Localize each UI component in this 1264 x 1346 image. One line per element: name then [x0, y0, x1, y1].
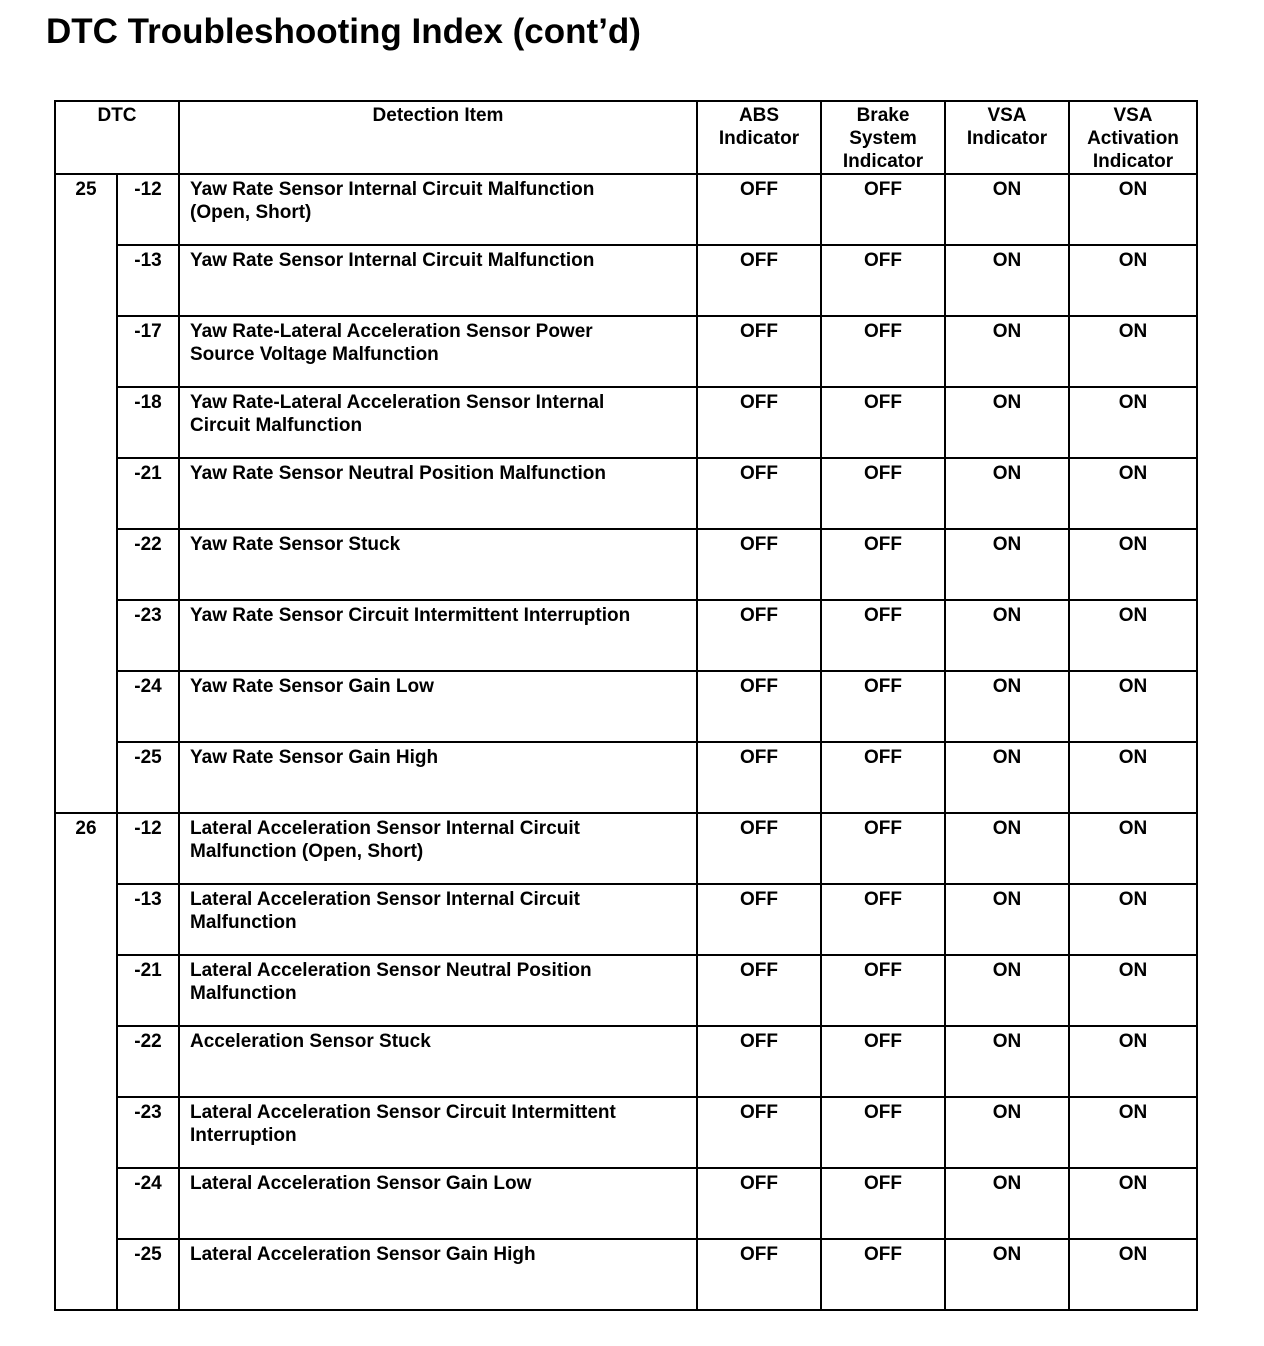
detection-item — [179, 245, 697, 316]
vsa-indicator-value: ON — [945, 742, 1069, 813]
detection-item-line: Malfunction — [190, 983, 297, 1004]
dtc-sub-code: -24 — [117, 1168, 179, 1239]
table-row — [55, 742, 1197, 813]
dtc-sub-code: -12 — [117, 174, 179, 245]
abs-indicator-value: OFF — [697, 813, 821, 884]
vsa-indicator-value: ON — [945, 1026, 1069, 1097]
detection-item-line: Malfunction — [190, 912, 297, 933]
abs-indicator-value: OFF — [697, 387, 821, 458]
header-brake-line: Indicator — [842, 151, 924, 172]
vsa-indicator-value: ON — [945, 1097, 1069, 1168]
detection-item — [179, 955, 697, 1026]
brake-indicator-value: OFF — [821, 529, 945, 600]
header-vsa-act-line: VSA — [1113, 105, 1153, 126]
vsa-activation-indicator-value: ON — [1069, 1026, 1197, 1097]
abs-indicator-value: OFF — [697, 316, 821, 387]
table-row — [55, 316, 1197, 387]
detection-item — [179, 1097, 697, 1168]
detection-item — [179, 1168, 697, 1239]
vsa-activation-indicator-value: ON — [1069, 884, 1197, 955]
dtc-table — [54, 100, 1198, 1311]
header-brake-system-indicator — [821, 101, 945, 174]
table-row — [55, 387, 1197, 458]
vsa-activation-indicator-value: ON — [1069, 1097, 1197, 1168]
brake-indicator-value: OFF — [821, 1168, 945, 1239]
table-row — [55, 529, 1197, 600]
dtc-sub-code: -22 — [117, 529, 179, 600]
table-row — [55, 600, 1197, 671]
detection-item-line: Lateral Acceleration Sensor Internal Circuit — [190, 818, 580, 839]
header-row — [55, 101, 1197, 174]
header-vsa-line: VSA — [987, 105, 1027, 126]
dtc-sub-code: -25 — [117, 1239, 179, 1310]
vsa-activation-indicator-value: ON — [1069, 1168, 1197, 1239]
vsa-indicator-value: ON — [945, 813, 1069, 884]
detection-item-line: Lateral Acceleration Sensor Gain Low — [190, 1173, 532, 1194]
brake-indicator-value: OFF — [821, 1239, 945, 1310]
detection-item — [179, 458, 697, 529]
dtc-sub-code: -23 — [117, 600, 179, 671]
vsa-indicator-value: ON — [945, 1168, 1069, 1239]
brake-indicator-value: OFF — [821, 1026, 945, 1097]
detection-item-line: Lateral Acceleration Sensor Gain High — [190, 1244, 536, 1265]
detection-item — [179, 1026, 697, 1097]
vsa-indicator-value: ON — [945, 671, 1069, 742]
abs-indicator-value: OFF — [697, 955, 821, 1026]
dtc-sub-code: -23 — [117, 1097, 179, 1168]
vsa-activation-indicator-value: ON — [1069, 742, 1197, 813]
header-brake-line: Brake — [856, 105, 910, 126]
detection-item-line: Interruption — [190, 1125, 297, 1146]
header-dtc: DTC — [55, 101, 179, 174]
table-row — [55, 884, 1197, 955]
table-row — [55, 1239, 1197, 1310]
detection-item-line: Yaw Rate Sensor Internal Circuit Malfunction — [190, 179, 595, 200]
table-row — [55, 458, 1197, 529]
page-title: DTC Troubleshooting Index (cont’d) — [46, 12, 641, 51]
header-vsa-indicator — [945, 101, 1069, 174]
dtc-sub-code: -22 — [117, 1026, 179, 1097]
vsa-activation-indicator-value: ON — [1069, 955, 1197, 1026]
table-row — [55, 245, 1197, 316]
brake-indicator-value: OFF — [821, 955, 945, 1026]
detection-item-line: Yaw Rate-Lateral Acceleration Sensor Internal — [190, 392, 605, 413]
vsa-indicator-value: ON — [945, 174, 1069, 245]
brake-indicator-value: OFF — [821, 174, 945, 245]
vsa-indicator-value: ON — [945, 600, 1069, 671]
detection-item-line: Yaw Rate Sensor Neutral Position Malfunction — [190, 463, 606, 484]
table-row — [55, 1097, 1197, 1168]
detection-item — [179, 174, 697, 245]
header-detection-item: Detection Item — [179, 101, 697, 174]
detection-item-line: Yaw Rate-Lateral Acceleration Sensor Power — [190, 321, 593, 342]
dtc-main-code: 26 — [55, 813, 117, 1310]
vsa-indicator-value: ON — [945, 1239, 1069, 1310]
detection-item — [179, 742, 697, 813]
vsa-activation-indicator-value: ON — [1069, 600, 1197, 671]
dtc-sub-code: -25 — [117, 742, 179, 813]
detection-item-line: Lateral Acceleration Sensor Internal Circuit — [190, 889, 580, 910]
abs-indicator-value: OFF — [697, 1097, 821, 1168]
abs-indicator-value: OFF — [697, 174, 821, 245]
abs-indicator-value: OFF — [697, 529, 821, 600]
detection-item-line: Circuit Malfunction — [190, 415, 363, 436]
brake-indicator-value: OFF — [821, 600, 945, 671]
detection-item — [179, 600, 697, 671]
detection-item-line: Yaw Rate Sensor Internal Circuit Malfunction — [190, 250, 595, 271]
abs-indicator-value: OFF — [697, 671, 821, 742]
brake-indicator-value: OFF — [821, 884, 945, 955]
vsa-activation-indicator-value: ON — [1069, 174, 1197, 245]
abs-indicator-value: OFF — [697, 884, 821, 955]
header-abs-line: ABS — [738, 105, 780, 126]
abs-indicator-value: OFF — [697, 1239, 821, 1310]
detection-item — [179, 813, 697, 884]
abs-indicator-value: OFF — [697, 1026, 821, 1097]
vsa-activation-indicator-value: ON — [1069, 671, 1197, 742]
dtc-sub-code: -12 — [117, 813, 179, 884]
detection-item-line: Yaw Rate Sensor Circuit Intermittent Interruption — [190, 605, 631, 626]
vsa-activation-indicator-value: ON — [1069, 1239, 1197, 1310]
detection-item — [179, 671, 697, 742]
brake-indicator-value: OFF — [821, 316, 945, 387]
detection-item-line: Acceleration Sensor Stuck — [190, 1031, 431, 1052]
dtc-sub-code: -21 — [117, 458, 179, 529]
dtc-sub-code: -17 — [117, 316, 179, 387]
dtc-main-code: 25 — [55, 174, 117, 813]
brake-indicator-value: OFF — [821, 458, 945, 529]
vsa-indicator-value: ON — [945, 245, 1069, 316]
header-abs-indicator — [697, 101, 821, 174]
brake-indicator-value: OFF — [821, 245, 945, 316]
vsa-activation-indicator-value: ON — [1069, 387, 1197, 458]
abs-indicator-value: OFF — [697, 1168, 821, 1239]
vsa-indicator-value: ON — [945, 316, 1069, 387]
table-row — [55, 955, 1197, 1026]
detection-item-line: Source Voltage Malfunction — [190, 344, 439, 365]
vsa-activation-indicator-value: ON — [1069, 458, 1197, 529]
detection-item — [179, 387, 697, 458]
header-vsa-line: Indicator — [966, 128, 1048, 149]
abs-indicator-value: OFF — [697, 458, 821, 529]
brake-indicator-value: OFF — [821, 742, 945, 813]
vsa-activation-indicator-value: ON — [1069, 245, 1197, 316]
table-row — [55, 174, 1197, 245]
table-row — [55, 1026, 1197, 1097]
detection-item — [179, 884, 697, 955]
dtc-table-body — [55, 174, 1197, 1310]
table-row — [55, 671, 1197, 742]
detection-item — [179, 529, 697, 600]
vsa-indicator-value: ON — [945, 458, 1069, 529]
brake-indicator-value: OFF — [821, 1097, 945, 1168]
vsa-indicator-value: ON — [945, 387, 1069, 458]
detection-item-line: Yaw Rate Sensor Gain Low — [190, 676, 434, 697]
abs-indicator-value: OFF — [697, 742, 821, 813]
header-vsa-activation-indicator — [1069, 101, 1197, 174]
brake-indicator-value: OFF — [821, 813, 945, 884]
detection-item-line: Lateral Acceleration Sensor Neutral Position — [190, 960, 592, 981]
table-row — [55, 813, 1197, 884]
vsa-activation-indicator-value: ON — [1069, 316, 1197, 387]
vsa-activation-indicator-value: ON — [1069, 813, 1197, 884]
detection-item — [179, 1239, 697, 1310]
detection-item-line: Malfunction (Open, Short) — [190, 841, 424, 862]
header-vsa-act-line: Indicator — [1092, 151, 1174, 172]
dtc-sub-code: -21 — [117, 955, 179, 1026]
vsa-indicator-value: ON — [945, 955, 1069, 1026]
dtc-sub-code: -13 — [117, 245, 179, 316]
dtc-sub-code: -18 — [117, 387, 179, 458]
detection-item — [179, 316, 697, 387]
vsa-activation-indicator-value: ON — [1069, 529, 1197, 600]
detection-item-line: Yaw Rate Sensor Stuck — [190, 534, 401, 555]
header-abs-line: Indicator — [718, 128, 800, 149]
brake-indicator-value: OFF — [821, 671, 945, 742]
header-vsa-act-line: Activation — [1087, 128, 1179, 149]
detection-item-line: (Open, Short) — [190, 202, 312, 223]
brake-indicator-value: OFF — [821, 387, 945, 458]
vsa-indicator-value: ON — [945, 529, 1069, 600]
abs-indicator-value: OFF — [697, 245, 821, 316]
dtc-sub-code: -24 — [117, 671, 179, 742]
header-brake-line: System — [849, 128, 917, 149]
vsa-indicator-value: ON — [945, 884, 1069, 955]
dtc-sub-code: -13 — [117, 884, 179, 955]
detection-item-line: Yaw Rate Sensor Gain High — [190, 747, 439, 768]
table-row — [55, 1168, 1197, 1239]
detection-item-line: Lateral Acceleration Sensor Circuit Intermittent — [190, 1102, 616, 1123]
abs-indicator-value: OFF — [697, 600, 821, 671]
